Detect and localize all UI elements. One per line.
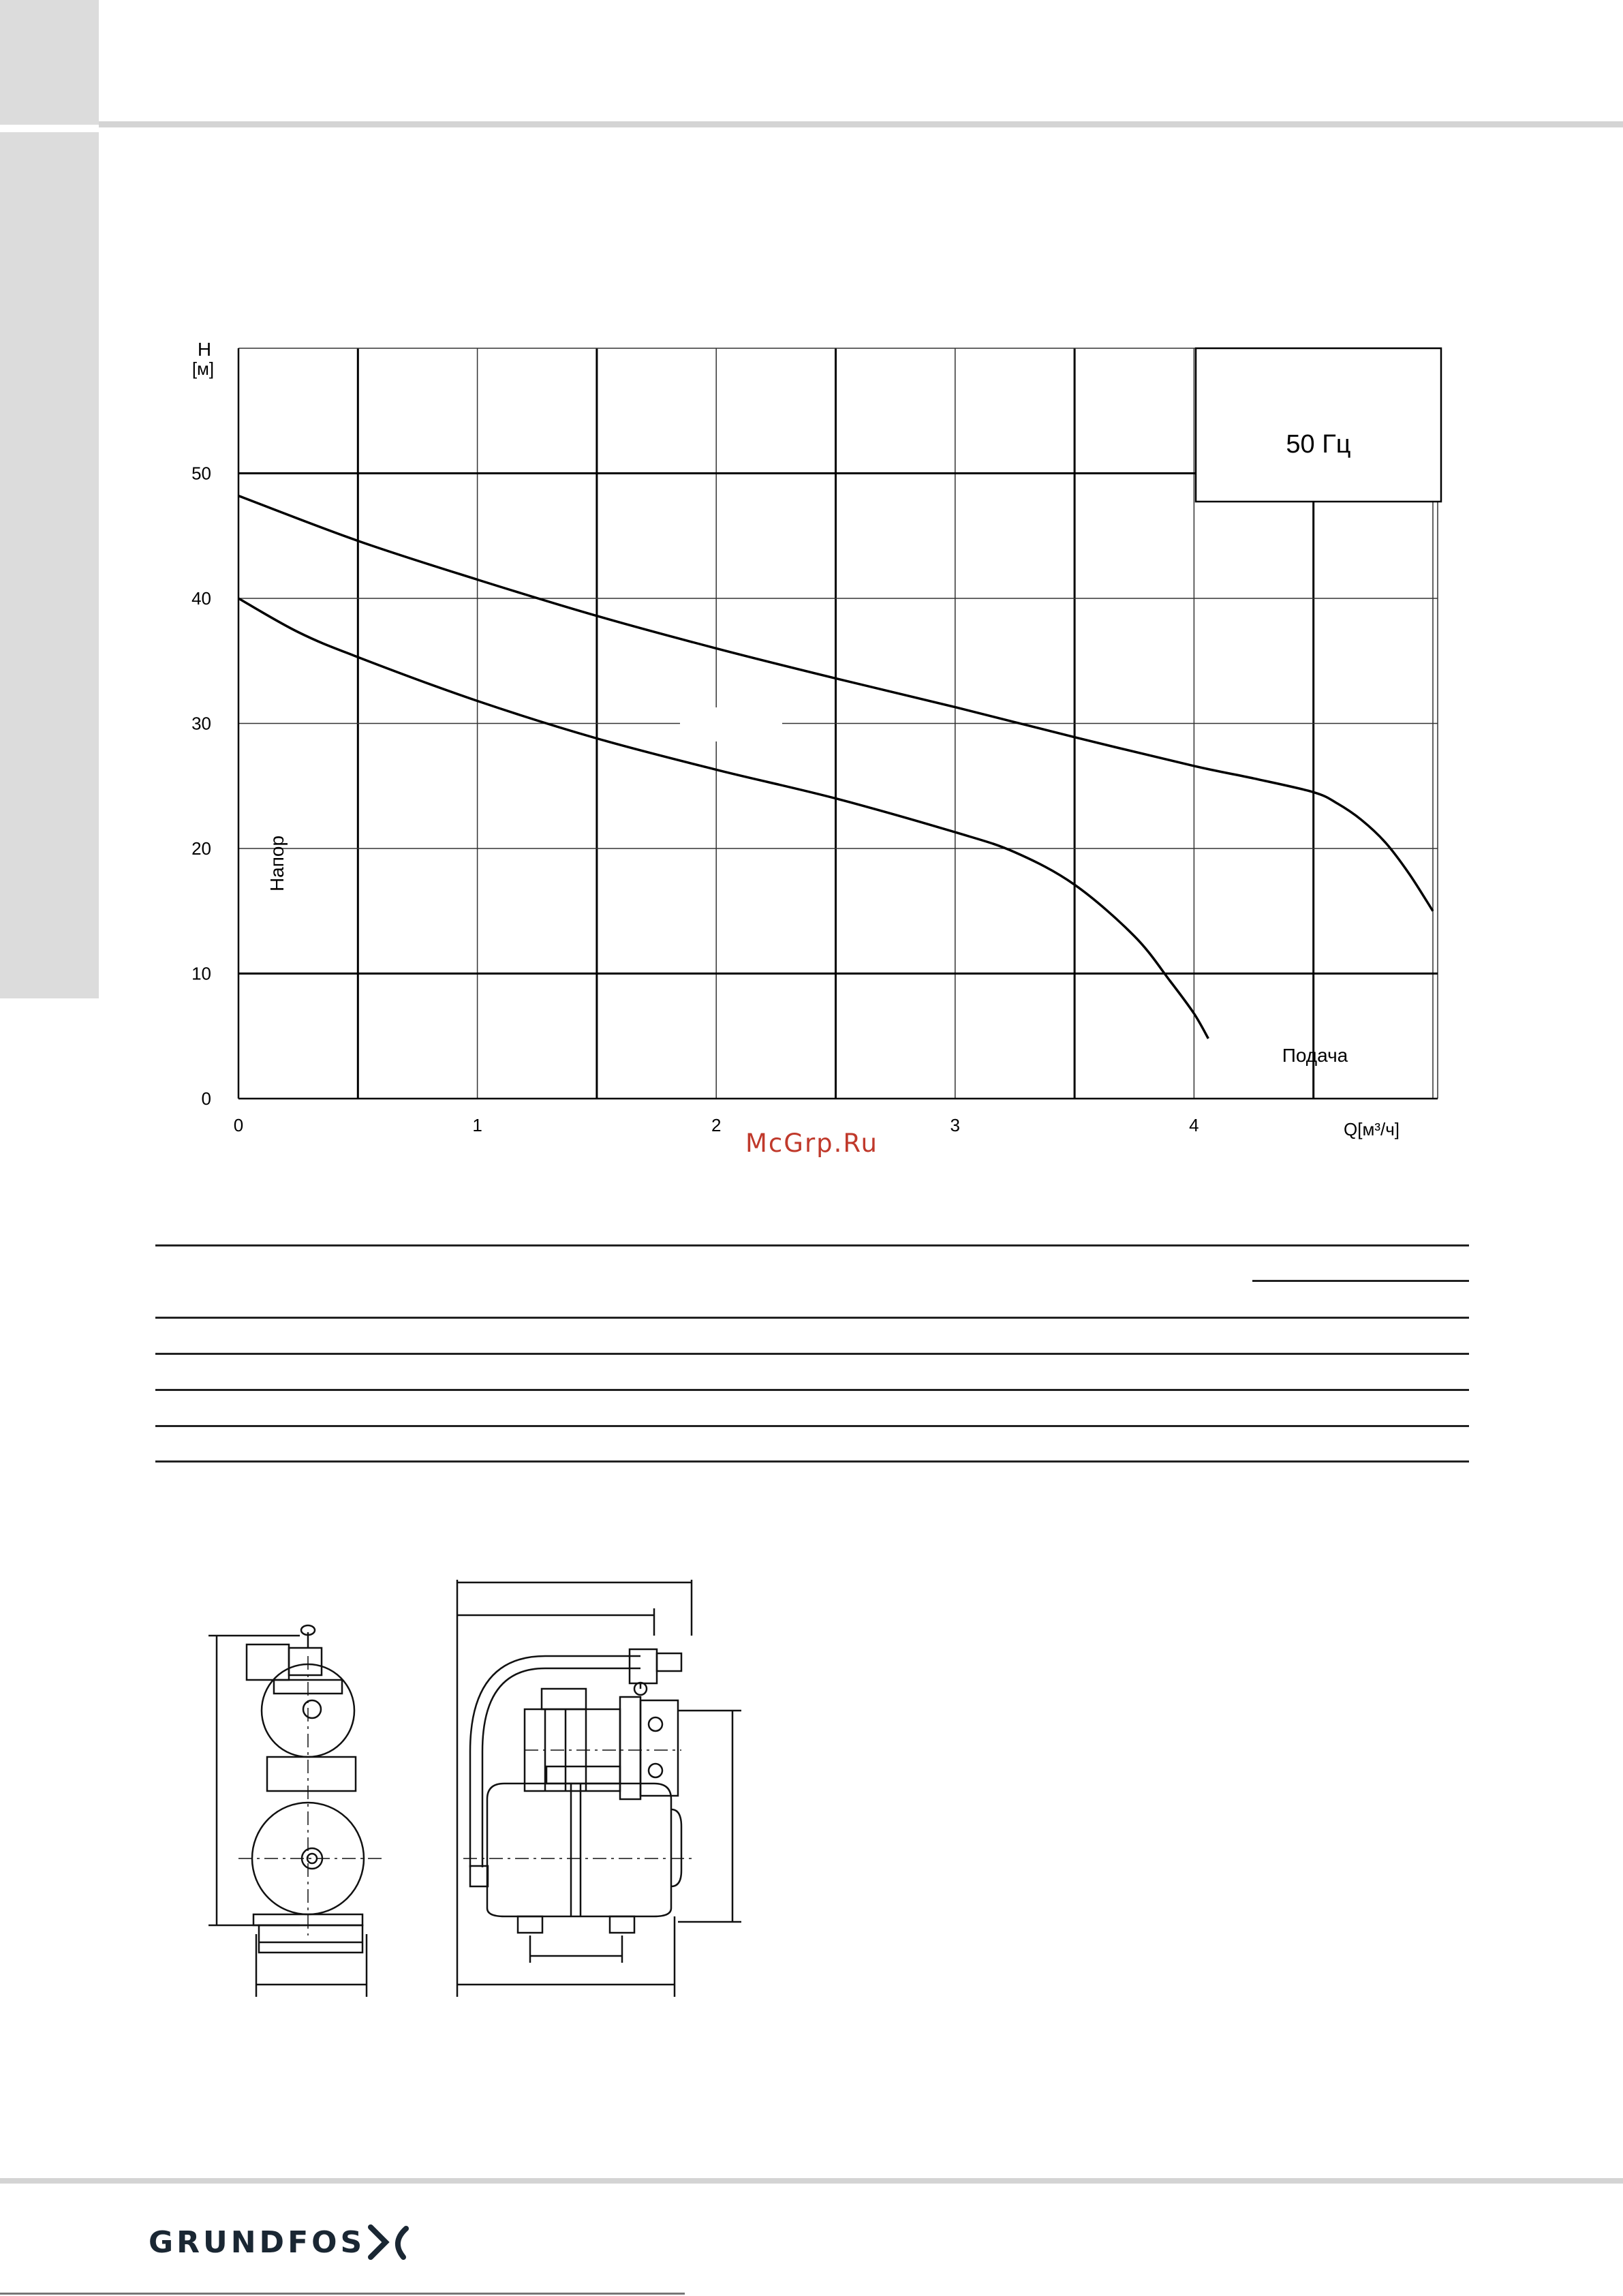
- y-tick-label: 50: [191, 463, 211, 484]
- table-rule-3: [155, 1353, 1469, 1355]
- x-tick-label: 2: [711, 1115, 722, 1135]
- bottom-rule: [0, 2178, 1623, 2184]
- watermark: McGrp.Ru: [745, 1129, 878, 1158]
- y-tick-label: 0: [201, 1088, 211, 1109]
- y-axis-side-label: Напор: [266, 835, 288, 892]
- chart-ticks: [191, 463, 1199, 1136]
- y-axis-unit: [м]: [191, 358, 215, 379]
- x-tick-label: 4: [1189, 1115, 1199, 1135]
- side-view-drawing: [457, 1580, 741, 1997]
- front-view-drawing: [208, 1625, 382, 1997]
- table-rule-2: [155, 1317, 1469, 1319]
- table-rule-sub: [1252, 1280, 1469, 1282]
- side-tab-main: [0, 132, 99, 998]
- side-tab-top: [0, 0, 99, 125]
- table-rule-1: [155, 1244, 1469, 1246]
- y-tick-label: 30: [191, 713, 211, 734]
- x-axis-side-label: Подача: [1282, 1045, 1348, 1066]
- y-tick-label: 10: [191, 963, 211, 984]
- logo-mark-icon: [365, 2222, 413, 2263]
- y-axis-symbol: H: [197, 339, 212, 360]
- frequency-label: 50 Гц: [1286, 430, 1351, 459]
- top-rule: [99, 121, 1623, 127]
- y-tick-label: 40: [191, 588, 211, 609]
- logo-text: GRUNDFOS: [149, 2224, 366, 2260]
- table-rule-4: [155, 1389, 1469, 1391]
- table-rule-5: [155, 1425, 1469, 1427]
- frequency-box: [1196, 348, 1441, 502]
- label-mask: [680, 707, 782, 741]
- x-axis-label: Q[м³/ч]: [1344, 1119, 1400, 1139]
- pump-dimension-drawings: [201, 1567, 801, 2004]
- x-tick-label: 0: [233, 1115, 244, 1135]
- x-tick-label: 3: [950, 1115, 961, 1135]
- y-tick-label: 20: [191, 838, 211, 859]
- footer-line: [0, 2293, 685, 2295]
- table-rule-6: [155, 1460, 1469, 1463]
- grundfos-logo: [149, 2222, 413, 2263]
- x-tick-label: 1: [472, 1115, 482, 1135]
- performance-chart: [170, 320, 1465, 1159]
